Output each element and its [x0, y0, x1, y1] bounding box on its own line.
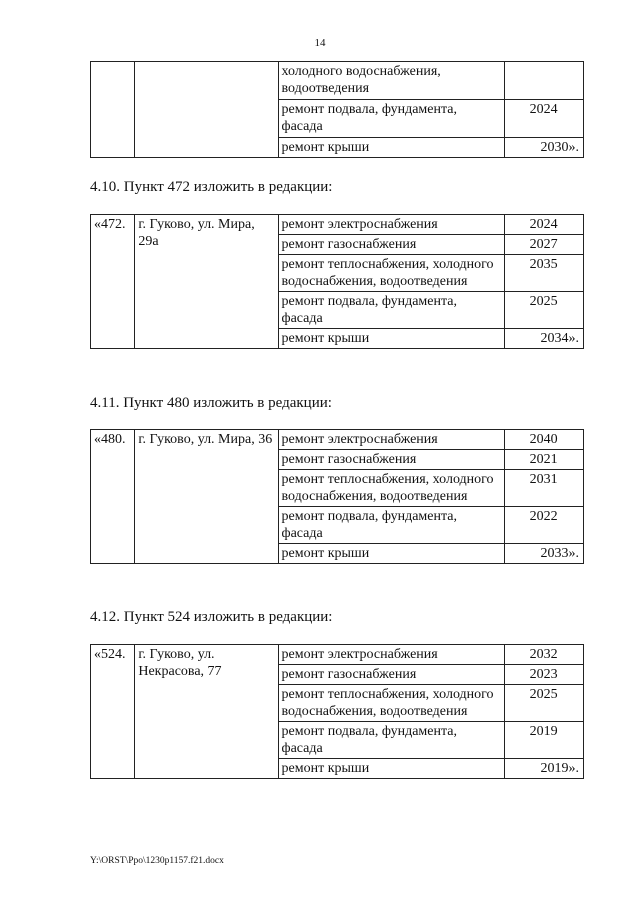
table-row — [91, 430, 584, 450]
year-cell: 2034». — [505, 329, 584, 349]
year-cell: 2019 — [505, 722, 584, 759]
section-table — [90, 214, 584, 349]
table-row — [91, 62, 584, 100]
work-cell: ремонт крыши — [278, 138, 505, 158]
carry-over-table — [90, 61, 584, 158]
work-cell: ремонт электроснабжения — [278, 215, 505, 235]
year-cell: 2027 — [505, 235, 584, 255]
item-number-cell — [91, 62, 135, 158]
work-cell: ремонт электроснабжения — [278, 430, 505, 450]
year-cell: 2032 — [505, 645, 584, 665]
section-heading: 4.10. Пункт 472 изложить в редакции: — [90, 179, 333, 195]
table-row — [91, 645, 584, 665]
section-table — [90, 429, 584, 564]
year-cell: 2023 — [505, 665, 584, 685]
year-cell: 2021 — [505, 450, 584, 470]
year-cell: 2040 — [505, 430, 584, 450]
work-cell: ремонт электроснабжения — [278, 645, 505, 665]
work-cell: ремонт крыши — [278, 759, 505, 779]
year-cell: 2022 — [505, 507, 584, 544]
item-number-cell: «472. — [91, 215, 135, 349]
year-cell: 2025 — [505, 292, 584, 329]
work-cell: ремонт подвала, фундамента, фасада — [278, 292, 505, 329]
work-cell: ремонт газоснабжения — [278, 665, 505, 685]
address-cell — [135, 62, 278, 158]
year-cell: 2019». — [505, 759, 584, 779]
table-row — [91, 215, 584, 235]
work-cell: ремонт газоснабжения — [278, 450, 505, 470]
item-number-cell: «480. — [91, 430, 135, 564]
year-cell: 2024 — [505, 215, 584, 235]
address-cell: г. Гуково, ул. Мира, 36 — [135, 430, 278, 564]
year-cell: 2035 — [505, 255, 584, 292]
work-cell: ремонт крыши — [278, 329, 505, 349]
year-cell: 2024 — [505, 100, 584, 138]
address-cell: г. Гуково, ул. Некрасова, 77 — [135, 645, 278, 779]
work-cell: ремонт теплоснабжения, холодного водоснабжения, водоотведения — [278, 470, 505, 507]
year-cell: 2031 — [505, 470, 584, 507]
section-heading: 4.11. Пункт 480 изложить в редакции: — [90, 395, 332, 411]
section-heading: 4.12. Пункт 524 изложить в редакции: — [90, 609, 333, 625]
work-cell: ремонт подвала, фундамента, фасада — [278, 722, 505, 759]
work-cell: ремонт газоснабжения — [278, 235, 505, 255]
work-cell: ремонт теплоснабжения, холодного водоснабжения, водоотведения — [278, 255, 505, 292]
year-cell: 2025 — [505, 685, 584, 722]
work-cell: ремонт подвала, фундамента, фасада — [278, 507, 505, 544]
work-cell: ремонт крыши — [278, 544, 505, 564]
page-number: 14 — [314, 37, 326, 49]
file-path-footer: Y:\ORST\Ppo\1230p1157.f21.docx — [90, 856, 224, 866]
year-cell: 2030». — [505, 138, 584, 158]
work-cell: холодного водоснабжения, водоотведения — [278, 62, 505, 100]
work-cell: ремонт подвала, фундамента, фасада — [278, 100, 505, 138]
section-table — [90, 644, 584, 779]
address-cell: г. Гуково, ул. Мира, 29а — [135, 215, 278, 349]
item-number-cell: «524. — [91, 645, 135, 779]
year-cell: 2033». — [505, 544, 584, 564]
work-cell: ремонт теплоснабжения, холодного водоснабжения, водоотведения — [278, 685, 505, 722]
year-cell — [505, 62, 584, 100]
